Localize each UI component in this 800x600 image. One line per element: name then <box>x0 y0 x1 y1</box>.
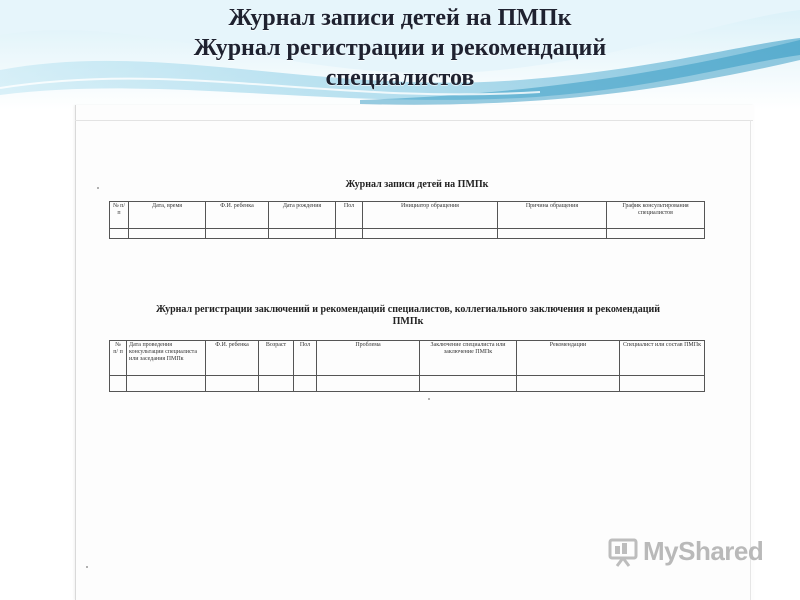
table-cell <box>269 229 336 239</box>
table-cell <box>363 229 498 239</box>
watermark-logo <box>606 533 763 569</box>
table-cell <box>129 229 206 239</box>
slide-title-line-2: Журнал регистрации и рекомендаций <box>193 35 607 61</box>
table-header-row <box>110 341 705 376</box>
journal1-title: Журнал записи детей на ПМПк <box>345 179 489 190</box>
table-cell <box>317 376 420 392</box>
table-cell <box>420 376 517 392</box>
col-gender: Пол <box>336 202 363 229</box>
journal2-title <box>8 304 800 328</box>
col-birth-date: Дата рождения <box>269 202 336 229</box>
slide-title <box>0 0 800 93</box>
table-cell <box>127 376 206 392</box>
scan-speck <box>86 566 88 568</box>
table-cell <box>336 229 363 239</box>
journal1-table <box>109 201 705 239</box>
col-initiator: Инициатор обращения <box>363 202 498 229</box>
table-cell <box>517 376 620 392</box>
col-problem: Проблема <box>317 341 420 376</box>
col-reason: Причина обращения <box>498 202 607 229</box>
header-banner <box>0 0 800 110</box>
table-cell <box>498 229 607 239</box>
col-age: Возраст <box>259 341 294 376</box>
journal2-table <box>109 340 705 392</box>
col-specialist: Специалист или состав ПМПк <box>620 341 705 376</box>
col-child-name: Ф.И. ребенка <box>206 202 269 229</box>
scan-edge-right <box>750 120 751 600</box>
col-gender: Пол <box>294 341 317 376</box>
col-number: № п/ п <box>110 202 129 229</box>
col-recommendations: Рекомендации <box>517 341 620 376</box>
table-cell <box>110 229 129 239</box>
journal2-title-line-1: Журнал регистрации заключений и рекомендаций специалистов, коллегиального заключения и рекомендаций <box>155 304 661 315</box>
col-schedule: График консультирования специалистов <box>607 202 705 229</box>
table-cell <box>206 229 269 239</box>
table-cell <box>259 376 294 392</box>
table-cell <box>294 376 317 392</box>
presentation-board-icon <box>606 534 640 568</box>
col-child-name: Ф.И. ребенка <box>206 341 259 376</box>
col-consultation-date: Дата проведения консультации специалиста или заседания ПМПк <box>127 341 206 376</box>
table-cell <box>206 376 259 392</box>
table-header-row <box>110 202 705 229</box>
table-row <box>110 376 705 392</box>
scan-edge-top <box>75 120 753 121</box>
col-conclusion: Заключение специалиста или заключение ПМПк <box>420 341 517 376</box>
slide-title-line-1: Журнал записи детей на ПМПк <box>228 5 572 31</box>
scan-speck <box>97 187 99 189</box>
scan-speck <box>428 398 430 400</box>
col-number: № п/ п <box>110 341 127 376</box>
watermark-text: MyShared <box>643 535 764 566</box>
table-cell <box>620 376 705 392</box>
table-cell <box>607 229 705 239</box>
journal2-title-line-2: ПМПк <box>392 316 424 327</box>
table-row <box>110 229 705 239</box>
slide-title-line-3: специалистов <box>325 65 475 91</box>
table-cell <box>110 376 127 392</box>
col-datetime: Дата, время <box>129 202 206 229</box>
